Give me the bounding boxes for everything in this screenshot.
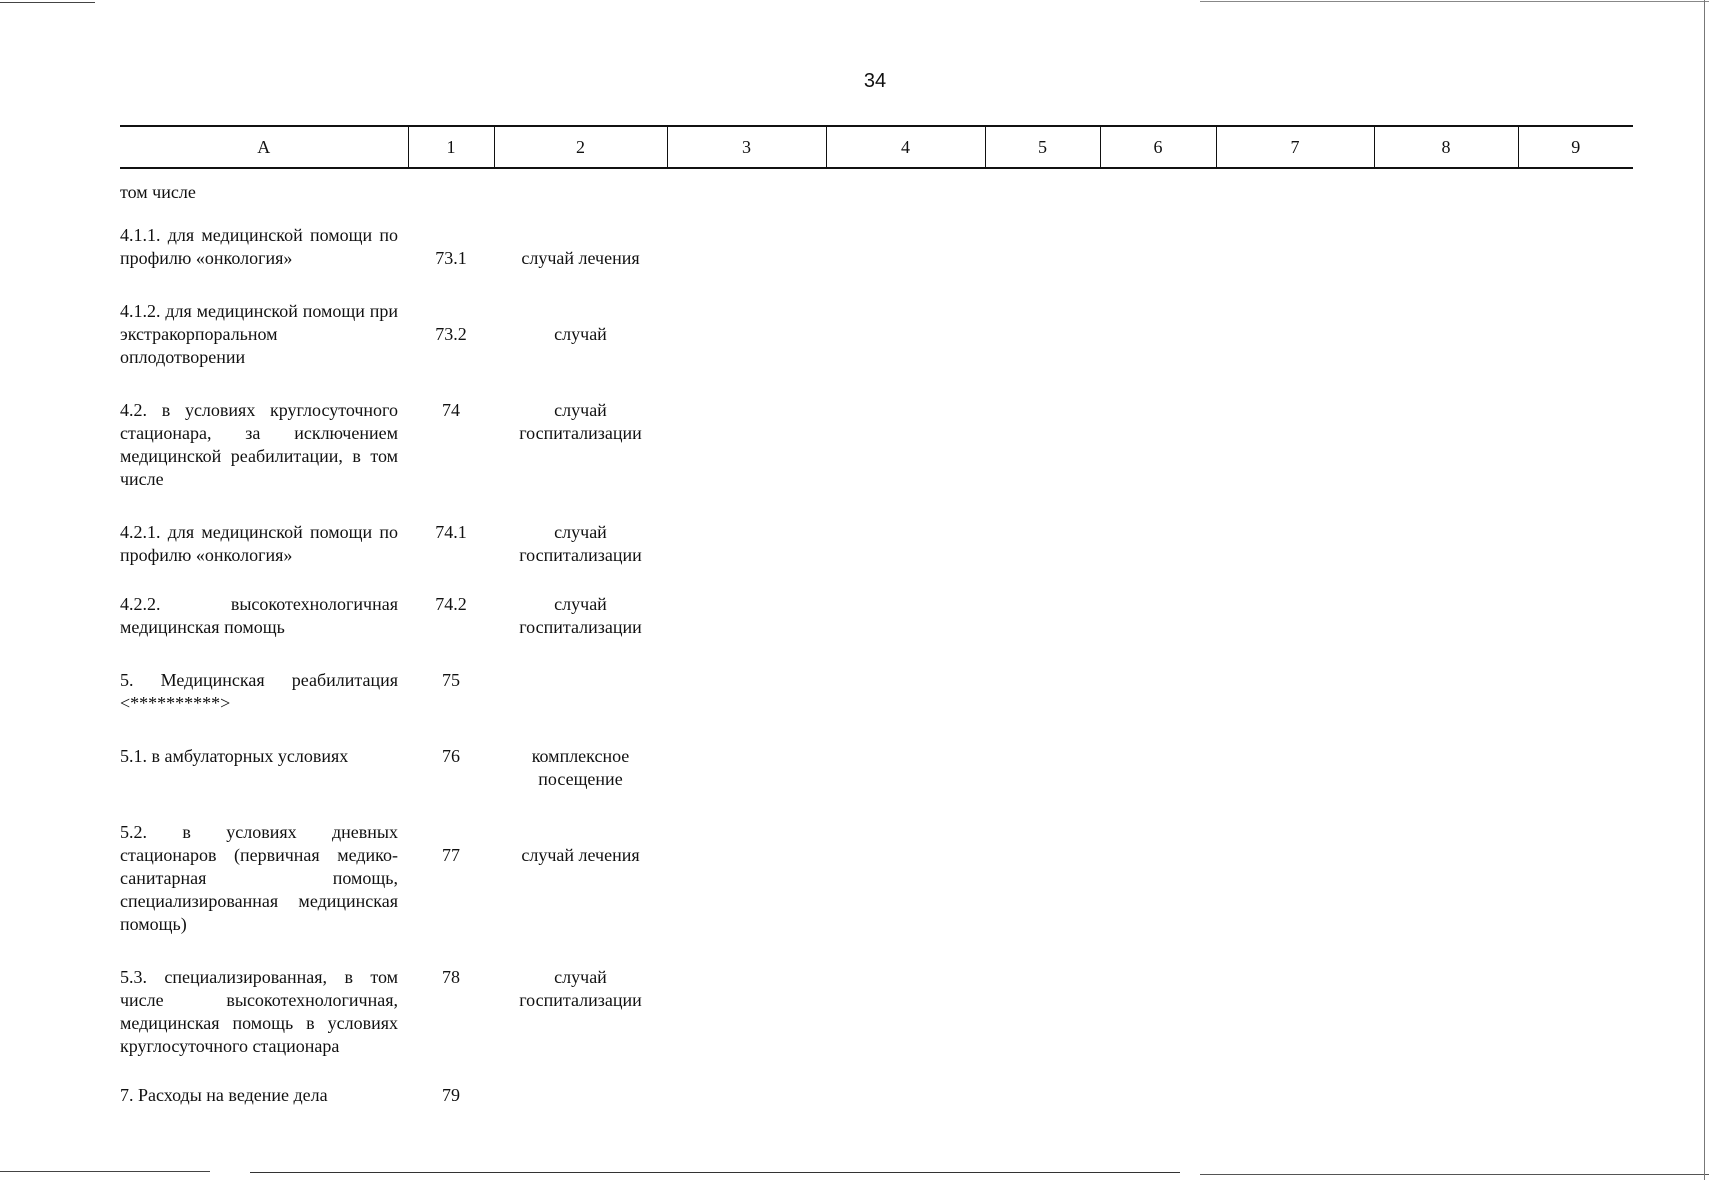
- row-code: 73.1: [435, 248, 467, 268]
- row-code: 74: [442, 400, 460, 420]
- row-label: 5. Медицинская реабилитация <**********>: [120, 670, 398, 713]
- row-label: 4.2.2. высокотехнологичная медицинская помощь: [120, 594, 398, 637]
- scan-artifact-right-edge: [1704, 0, 1705, 1180]
- column-header-7: 7: [1216, 126, 1374, 168]
- row-label: 5.1. в амбулаторных условиях: [120, 746, 349, 766]
- row-unit: случай госпитализации: [519, 967, 642, 1010]
- column-header-3: 3: [667, 126, 826, 168]
- column-header-2: 2: [494, 126, 667, 168]
- row-unit: [494, 1068, 667, 1117]
- column-header-4: 4: [826, 126, 985, 168]
- table-row: [120, 577, 1633, 649]
- row-unit: случай госпитализации: [519, 594, 642, 637]
- scan-artifact-top: [0, 2, 95, 3]
- column-header-a: А: [120, 126, 408, 168]
- row-code: 79: [442, 1085, 460, 1105]
- row-label: 4.1.1. для медицинской помощи по профилю «онкология»: [120, 225, 398, 268]
- data-table: [120, 125, 1633, 1117]
- table-row: [120, 280, 1633, 379]
- row-unit: случай лечения: [521, 248, 640, 268]
- row-code: 77: [442, 845, 460, 865]
- row-label: 7. Расходы на ведение дела: [120, 1085, 328, 1105]
- column-header-1: 1: [408, 126, 494, 168]
- column-header-8: 8: [1374, 126, 1518, 168]
- row-code: 78: [442, 967, 460, 987]
- row-unit: [494, 649, 667, 725]
- table-row: [120, 649, 1633, 725]
- table-row: [120, 204, 1633, 280]
- table-row: [120, 946, 1633, 1068]
- column-header-9: 9: [1518, 126, 1633, 168]
- row-label: 5.3. специализированная, в том числе высокотехнологичная, медицинская помощь в условиях круглосуточного стационара: [120, 967, 398, 1056]
- table-row: [120, 168, 1633, 204]
- row-unit: случай госпитализации: [519, 400, 642, 443]
- row-code: 76: [442, 746, 460, 766]
- table-row: [120, 801, 1633, 946]
- table-row: [120, 379, 1633, 501]
- table-header-row: [120, 126, 1633, 168]
- table-row: [120, 725, 1633, 801]
- scan-artifact-bottom: [0, 1171, 210, 1172]
- row-unit: случай госпитализации: [519, 522, 642, 565]
- row-label: 4.1.2. для медицинской помощи при экстракорпоральном оплодотворении: [120, 301, 398, 367]
- column-header-6: 6: [1100, 126, 1216, 168]
- column-header-5: 5: [985, 126, 1100, 168]
- table-row: [120, 1068, 1633, 1117]
- row-code: 74.1: [435, 522, 467, 542]
- row-unit: комплексное посещение: [531, 746, 630, 789]
- row-unit: случай лечения: [521, 845, 640, 865]
- row-code: 73.2: [435, 324, 467, 344]
- scan-artifact-top: [1200, 1, 1709, 2]
- table-row: [120, 501, 1633, 577]
- row-code: 74.2: [435, 594, 467, 614]
- row-label: 4.2.1. для медицинской помощи по профилю «онкология»: [120, 522, 398, 565]
- scan-artifact-bottom: [250, 1172, 1180, 1173]
- row-label: 5.2. в условиях дневных стационаров (первичная медико-санитарная помощь, специализированная медицинская помощь): [120, 822, 398, 934]
- continuation-text: том числе: [120, 182, 196, 202]
- page-number: 34: [863, 70, 887, 92]
- scan-artifact-bottom: [1200, 1174, 1709, 1175]
- row-unit: случай: [554, 324, 607, 344]
- row-code: 75: [442, 670, 460, 690]
- row-label: 4.2. в условиях круглосуточного стационара, за исключением медицинской реабилитации, в том числе: [120, 400, 398, 489]
